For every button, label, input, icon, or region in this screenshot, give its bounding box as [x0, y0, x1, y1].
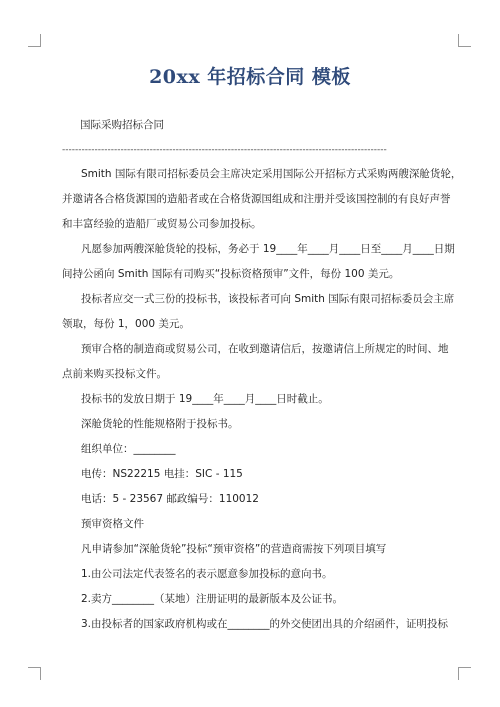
crop-mark-top-right	[458, 34, 471, 47]
paragraph-line: 点前来购买投标文件。	[62, 368, 167, 380]
paragraph-line: 电话：5 - 23567 邮政编号：110012	[81, 493, 259, 505]
crop-mark-bottom-left	[28, 667, 41, 680]
paragraph-line: 投标书的发放日期于 19____年____月____日时截止。	[81, 393, 329, 405]
paragraph-line: 间持公函向 Smith 国际有司购买“投标资格预审”文件，每份 100 美元。	[62, 268, 400, 280]
paragraph-line: 预审资格文件	[81, 518, 144, 530]
separator-line: ----------------------------------------------------------------------------------------------------	[62, 145, 387, 155]
paragraph-line: 1.由公司法定代表签名的表示愿意参加投标的意向书。	[81, 568, 333, 580]
paragraph-line: Smith 国际有限司招标委员会主席决定采用国际公开招标方式采购两艘深舱货轮，	[81, 168, 462, 180]
paragraph-line: 和丰富经验的造船厂或贸易公司参加投标。	[62, 218, 262, 230]
document-subtitle: 国际采购招标合同	[80, 119, 164, 131]
paragraph-line: 领取，每份 1，000 美元。	[62, 318, 190, 330]
paragraph-line: 并邀请各合格货源国的造船者或在合格货源国组成和注册并受该国控制的有良好声誉	[62, 193, 451, 205]
document-title: 20xx 年招标合同 模板	[149, 66, 351, 88]
paragraph-line: 深舱货轮的性能规格附于投标书。	[81, 418, 239, 430]
paragraph-line: 3.由投标者的国家政府机构或在________的外交使团出具的介绍函件，证明投标	[81, 618, 449, 630]
paragraph-list	[62, 162, 462, 637]
paragraph-line: 凡申请参加“深舱货轮”投标“预审资格”的营造商需按下列项目填写	[81, 543, 387, 555]
document-body	[62, 113, 462, 637]
paragraph-line: 投标者应交一式三份的投标书，该投标者可向 Smith 国际有限司招标委员会主席	[81, 293, 455, 305]
paragraph-line: 预审合格的制造商或贸易公司，在收到邀请信后，按邀请信上所规定的时间、地	[81, 343, 449, 355]
crop-mark-bottom-right	[458, 667, 471, 680]
paragraph-line: 电传：NS22215 电挂：SIC - 115	[81, 468, 243, 480]
paragraph-line: 组织单位：________	[81, 443, 176, 455]
crop-mark-top-left	[28, 34, 41, 47]
paragraph-line: 凡愿参加两艘深舱货轮的投标，务必于 19____年____月____日至____月____日期	[81, 243, 455, 255]
paragraph-line: 2.卖方________（某地）注册证明的最新版本及公证书。	[81, 593, 344, 605]
